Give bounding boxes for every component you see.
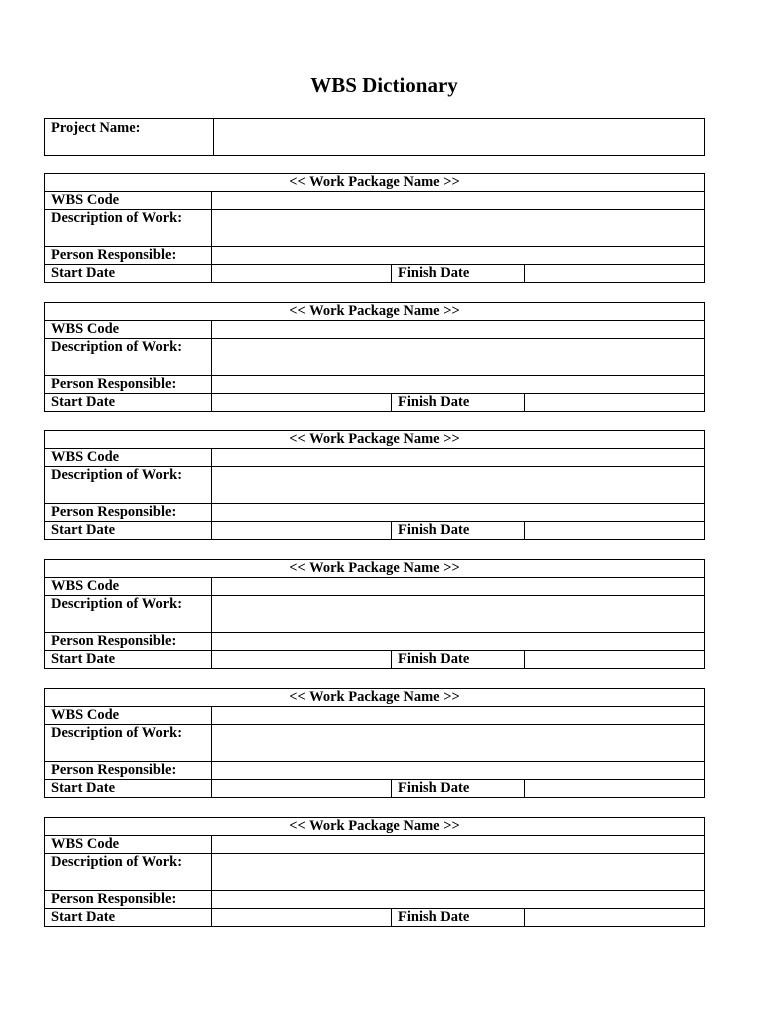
- description-of-work-label: Description of Work:: [45, 596, 212, 633]
- wbs-code-label: WBS Code: [45, 707, 212, 725]
- project-name-table: [44, 118, 705, 156]
- start-date-label: Start Date: [45, 780, 212, 798]
- finish-date-field[interactable]: [525, 651, 705, 669]
- description-of-work-field[interactable]: [212, 596, 705, 633]
- description-of-work-label: Description of Work:: [45, 467, 212, 504]
- work-package-name[interactable]: << Work Package Name >>: [45, 431, 705, 449]
- work-package-name[interactable]: << Work Package Name >>: [45, 174, 705, 192]
- person-responsible-label: Person Responsible:: [45, 633, 212, 651]
- finish-date-field[interactable]: [525, 780, 705, 798]
- finish-date-label: Finish Date: [392, 394, 525, 412]
- description-of-work-field[interactable]: [212, 467, 705, 504]
- person-responsible-label: Person Responsible:: [45, 762, 212, 780]
- wbs-code-field[interactable]: [212, 836, 705, 854]
- description-of-work-label: Description of Work:: [45, 339, 212, 376]
- wbs-code-field[interactable]: [212, 192, 705, 210]
- description-of-work-field[interactable]: [212, 339, 705, 376]
- description-of-work-label: Description of Work:: [45, 725, 212, 762]
- person-responsible-field[interactable]: [212, 891, 705, 909]
- wbs-code-label: WBS Code: [45, 578, 212, 596]
- start-date-field[interactable]: [212, 909, 392, 927]
- start-date-label: Start Date: [45, 394, 212, 412]
- person-responsible-label: Person Responsible:: [45, 891, 212, 909]
- work-package-table: [44, 817, 705, 927]
- person-responsible-label: Person Responsible:: [45, 376, 212, 394]
- work-package-table: [44, 302, 705, 412]
- finish-date-label: Finish Date: [392, 909, 525, 927]
- finish-date-label: Finish Date: [392, 651, 525, 669]
- finish-date-label: Finish Date: [392, 522, 525, 540]
- start-date-field[interactable]: [212, 522, 392, 540]
- description-of-work-label: Description of Work:: [45, 210, 212, 247]
- document-title: WBS Dictionary: [310, 73, 458, 97]
- finish-date-label: Finish Date: [392, 780, 525, 798]
- wbs-code-field[interactable]: [212, 449, 705, 467]
- work-package-name[interactable]: << Work Package Name >>: [45, 303, 705, 321]
- start-date-field[interactable]: [212, 651, 392, 669]
- person-responsible-field[interactable]: [212, 762, 705, 780]
- project-name-label: Project Name:: [45, 119, 214, 156]
- start-date-field[interactable]: [212, 265, 392, 283]
- person-responsible-field[interactable]: [212, 633, 705, 651]
- start-date-label: Start Date: [45, 265, 212, 283]
- work-package-table: [44, 559, 705, 669]
- project-name-field[interactable]: [214, 119, 705, 156]
- work-package-name[interactable]: << Work Package Name >>: [45, 818, 705, 836]
- person-responsible-field[interactable]: [212, 504, 705, 522]
- start-date-label: Start Date: [45, 651, 212, 669]
- start-date-field[interactable]: [212, 394, 392, 412]
- work-package-table: [44, 430, 705, 540]
- wbs-code-label: WBS Code: [45, 321, 212, 339]
- description-of-work-field[interactable]: [212, 725, 705, 762]
- person-responsible-field[interactable]: [212, 376, 705, 394]
- work-package-name[interactable]: << Work Package Name >>: [45, 689, 705, 707]
- wbs-code-field[interactable]: [212, 707, 705, 725]
- description-of-work-label: Description of Work:: [45, 854, 212, 891]
- start-date-label: Start Date: [45, 522, 212, 540]
- description-of-work-field[interactable]: [212, 210, 705, 247]
- wbs-code-field[interactable]: [212, 578, 705, 596]
- wbs-code-label: WBS Code: [45, 836, 212, 854]
- wbs-code-label: WBS Code: [45, 192, 212, 210]
- wbs-code-label: WBS Code: [45, 449, 212, 467]
- description-of-work-field[interactable]: [212, 854, 705, 891]
- finish-date-field[interactable]: [525, 394, 705, 412]
- finish-date-field[interactable]: [525, 522, 705, 540]
- start-date-label: Start Date: [45, 909, 212, 927]
- work-package-name[interactable]: << Work Package Name >>: [45, 560, 705, 578]
- wbs-code-field[interactable]: [212, 321, 705, 339]
- finish-date-field[interactable]: [525, 909, 705, 927]
- work-package-table: [44, 688, 705, 798]
- start-date-field[interactable]: [212, 780, 392, 798]
- person-responsible-label: Person Responsible:: [45, 504, 212, 522]
- work-package-table: [44, 173, 705, 283]
- person-responsible-field[interactable]: [212, 247, 705, 265]
- finish-date-field[interactable]: [525, 265, 705, 283]
- person-responsible-label: Person Responsible:: [45, 247, 212, 265]
- finish-date-label: Finish Date: [392, 265, 525, 283]
